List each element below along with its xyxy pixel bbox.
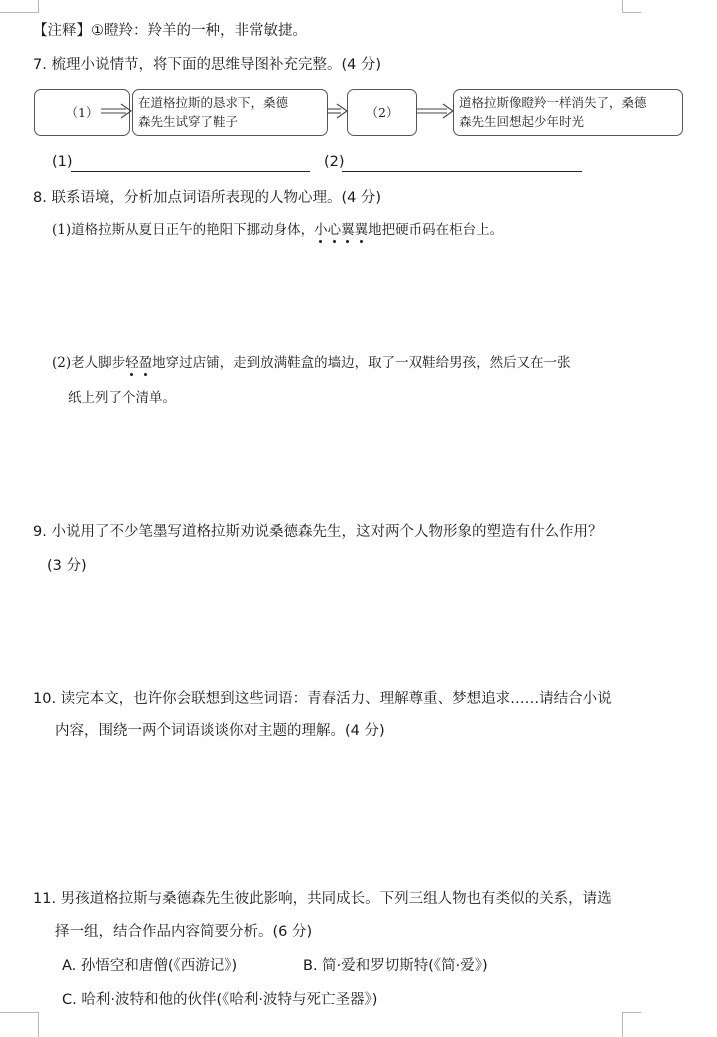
dotted-char: 翼 — [341, 218, 355, 238]
sentence-1-before: (1)道格拉斯从夏日正午的艳阳下挪动身体， — [52, 222, 315, 238]
mindmap-box-4-line2: 森先生回想起少年时光 — [459, 114, 585, 129]
question-8-sentence-1 — [52, 218, 503, 238]
dotted-char: 心 — [328, 218, 342, 238]
option-a: A. 孙悟空和唐僧(《西游记》) — [62, 958, 238, 974]
question-8-sentence-2 — [52, 351, 571, 371]
dotted-char: 盈 — [139, 351, 153, 371]
mindmap-box-2-line2: 森先生试穿了鞋子 — [138, 114, 239, 129]
question-8-sentence-2-line2: 纸上列了个清单。 — [68, 390, 176, 406]
question-11-line2: 择一组，结合作品内容简要分析。(6 分) — [55, 924, 313, 940]
arrow-1-head — [121, 104, 131, 118]
sentence-2-before: (2)老人脚步 — [52, 355, 126, 371]
mindmap-box-2-line1: 在道格拉斯的恳求下，桑德 — [138, 95, 289, 110]
mindmap-box-4-line1: 道格拉斯像瞪羚一样消失了，桑德 — [459, 95, 647, 110]
arrow-3-head — [443, 104, 453, 118]
answer-blank-1-label: (1) — [52, 154, 73, 170]
question-11-line1: 11. 男孩道格拉斯与桑德森先生彼此影响，共同成长。下列三组人物也有类似的关系，请选 — [33, 891, 612, 907]
dotted-char: 轻 — [125, 351, 139, 371]
question-8-title: 8. 联系语境，分析加点词语所表现的人物心理。(4 分) — [33, 190, 382, 206]
question-10-line2: 内容，围绕一两个词语谈谈你对主题的理解。(4 分) — [55, 723, 385, 739]
mindmap-box-3-label: （2） — [365, 105, 399, 120]
option-c: C. 哈利·波特和他的伙伴(《哈利·波特与死亡圣器》) — [62, 992, 378, 1008]
arrow-2-head — [337, 104, 347, 118]
question-7-title: 7. 梳理小说情节，将下面的思维导图补充完整。(4 分) — [33, 57, 382, 73]
mindmap-box-1-label: （1） — [65, 105, 99, 120]
annotation-note: 【注释】①瞪羚：羚羊的一种，非常敏捷。 — [33, 23, 307, 39]
question-10-line1: 10. 读完本文，也许你会联想到这些词语：青春活力、理解尊重、梦想追求……请结合小说 — [33, 691, 612, 707]
question-9-line1: 9. 小说用了不少笔墨写道格拉斯劝说桑德森先生，这对两个人物形象的塑造有什么作用？ — [33, 524, 603, 540]
question-9-line2: (3 分) — [47, 558, 87, 574]
sentence-2-after: 地穿过店铺，走到放满鞋盒的墙边，取了一双鞋给男孩，然后又在一张 — [152, 355, 571, 371]
dotted-char: 小 — [314, 218, 328, 238]
answer-blank-1-line[interactable] — [71, 171, 310, 172]
option-b: B. 简·爱和罗切斯特(《简·爱》) — [303, 958, 488, 974]
sentence-1-after: 地把硬币码在柜台上。 — [368, 222, 504, 238]
dotted-char: 翼 — [355, 218, 369, 238]
answer-blank-2-label: (2) — [324, 154, 345, 170]
answer-blank-2-line[interactable] — [342, 171, 582, 172]
